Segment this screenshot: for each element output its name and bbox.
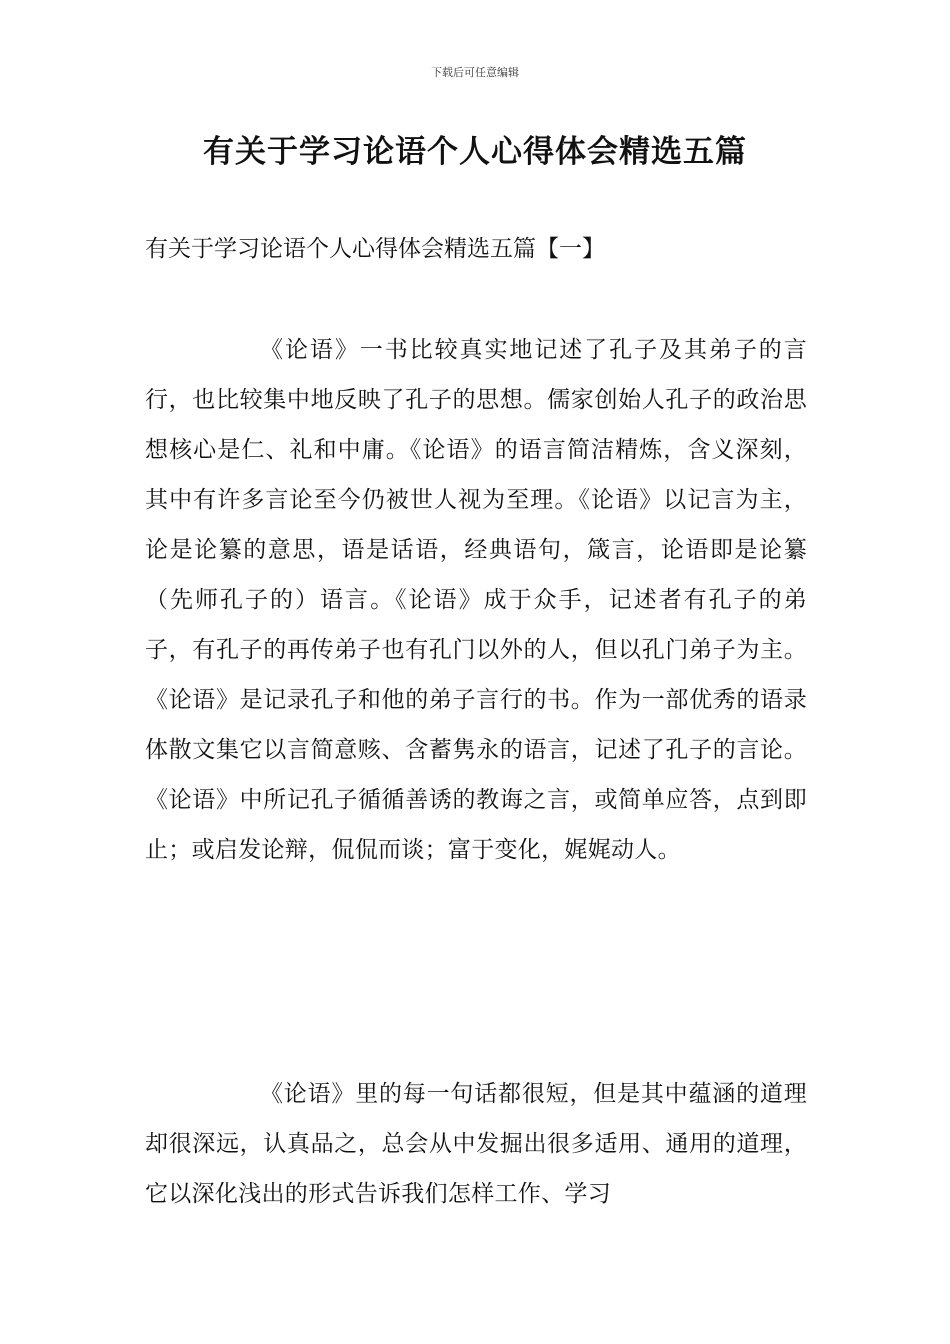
- body-paragraph-1: 《论语》一书比较真实地记述了孔子及其弟子的言行，也比较集中地反映了孔子的思想。儒家创始人孔子的政治思想核心是仁、礼和中庸。《论语》的语言简洁精炼，含义深刻，其中有许多言论至今仍被世人视为至理。《论语》以记言为主，论是论纂的意思，语是话语，经典语句，箴言，论语即是论纂（先师孔子的）语言。《论语》成于众手，记述者有孔子的弟子，有孔子的再传弟子也有孔门以外的人，但以孔门弟子为主。《论语》是记录孔子和他的弟子言行的书。作为一部优秀的语录体散文集它以言简意赅、含蓄隽永的语言，记述了孔子的言论。《论语》中所记孔子循循善诱的教诲之言，或简单应答，点到即止；或启发论辩，侃侃而谈；富于变化，娓娓动人。: [145, 337, 807, 863]
- body-paragraph-2: 《论语》里的每一句话都很短，但是其中蕴涵的道理却很深远，认真品之，总会从中发掘出很多适用、通用的道理，它以深化浅出的形式告诉我们怎样工作、学习: [145, 1081, 807, 1207]
- header-note: 下载后可任意编辑: [431, 66, 519, 79]
- section-heading: 有关于学习论语个人心得体会精选五篇【一】: [145, 236, 605, 262]
- document-title: 有关于学习论语个人心得体会精选五篇: [203, 134, 747, 170]
